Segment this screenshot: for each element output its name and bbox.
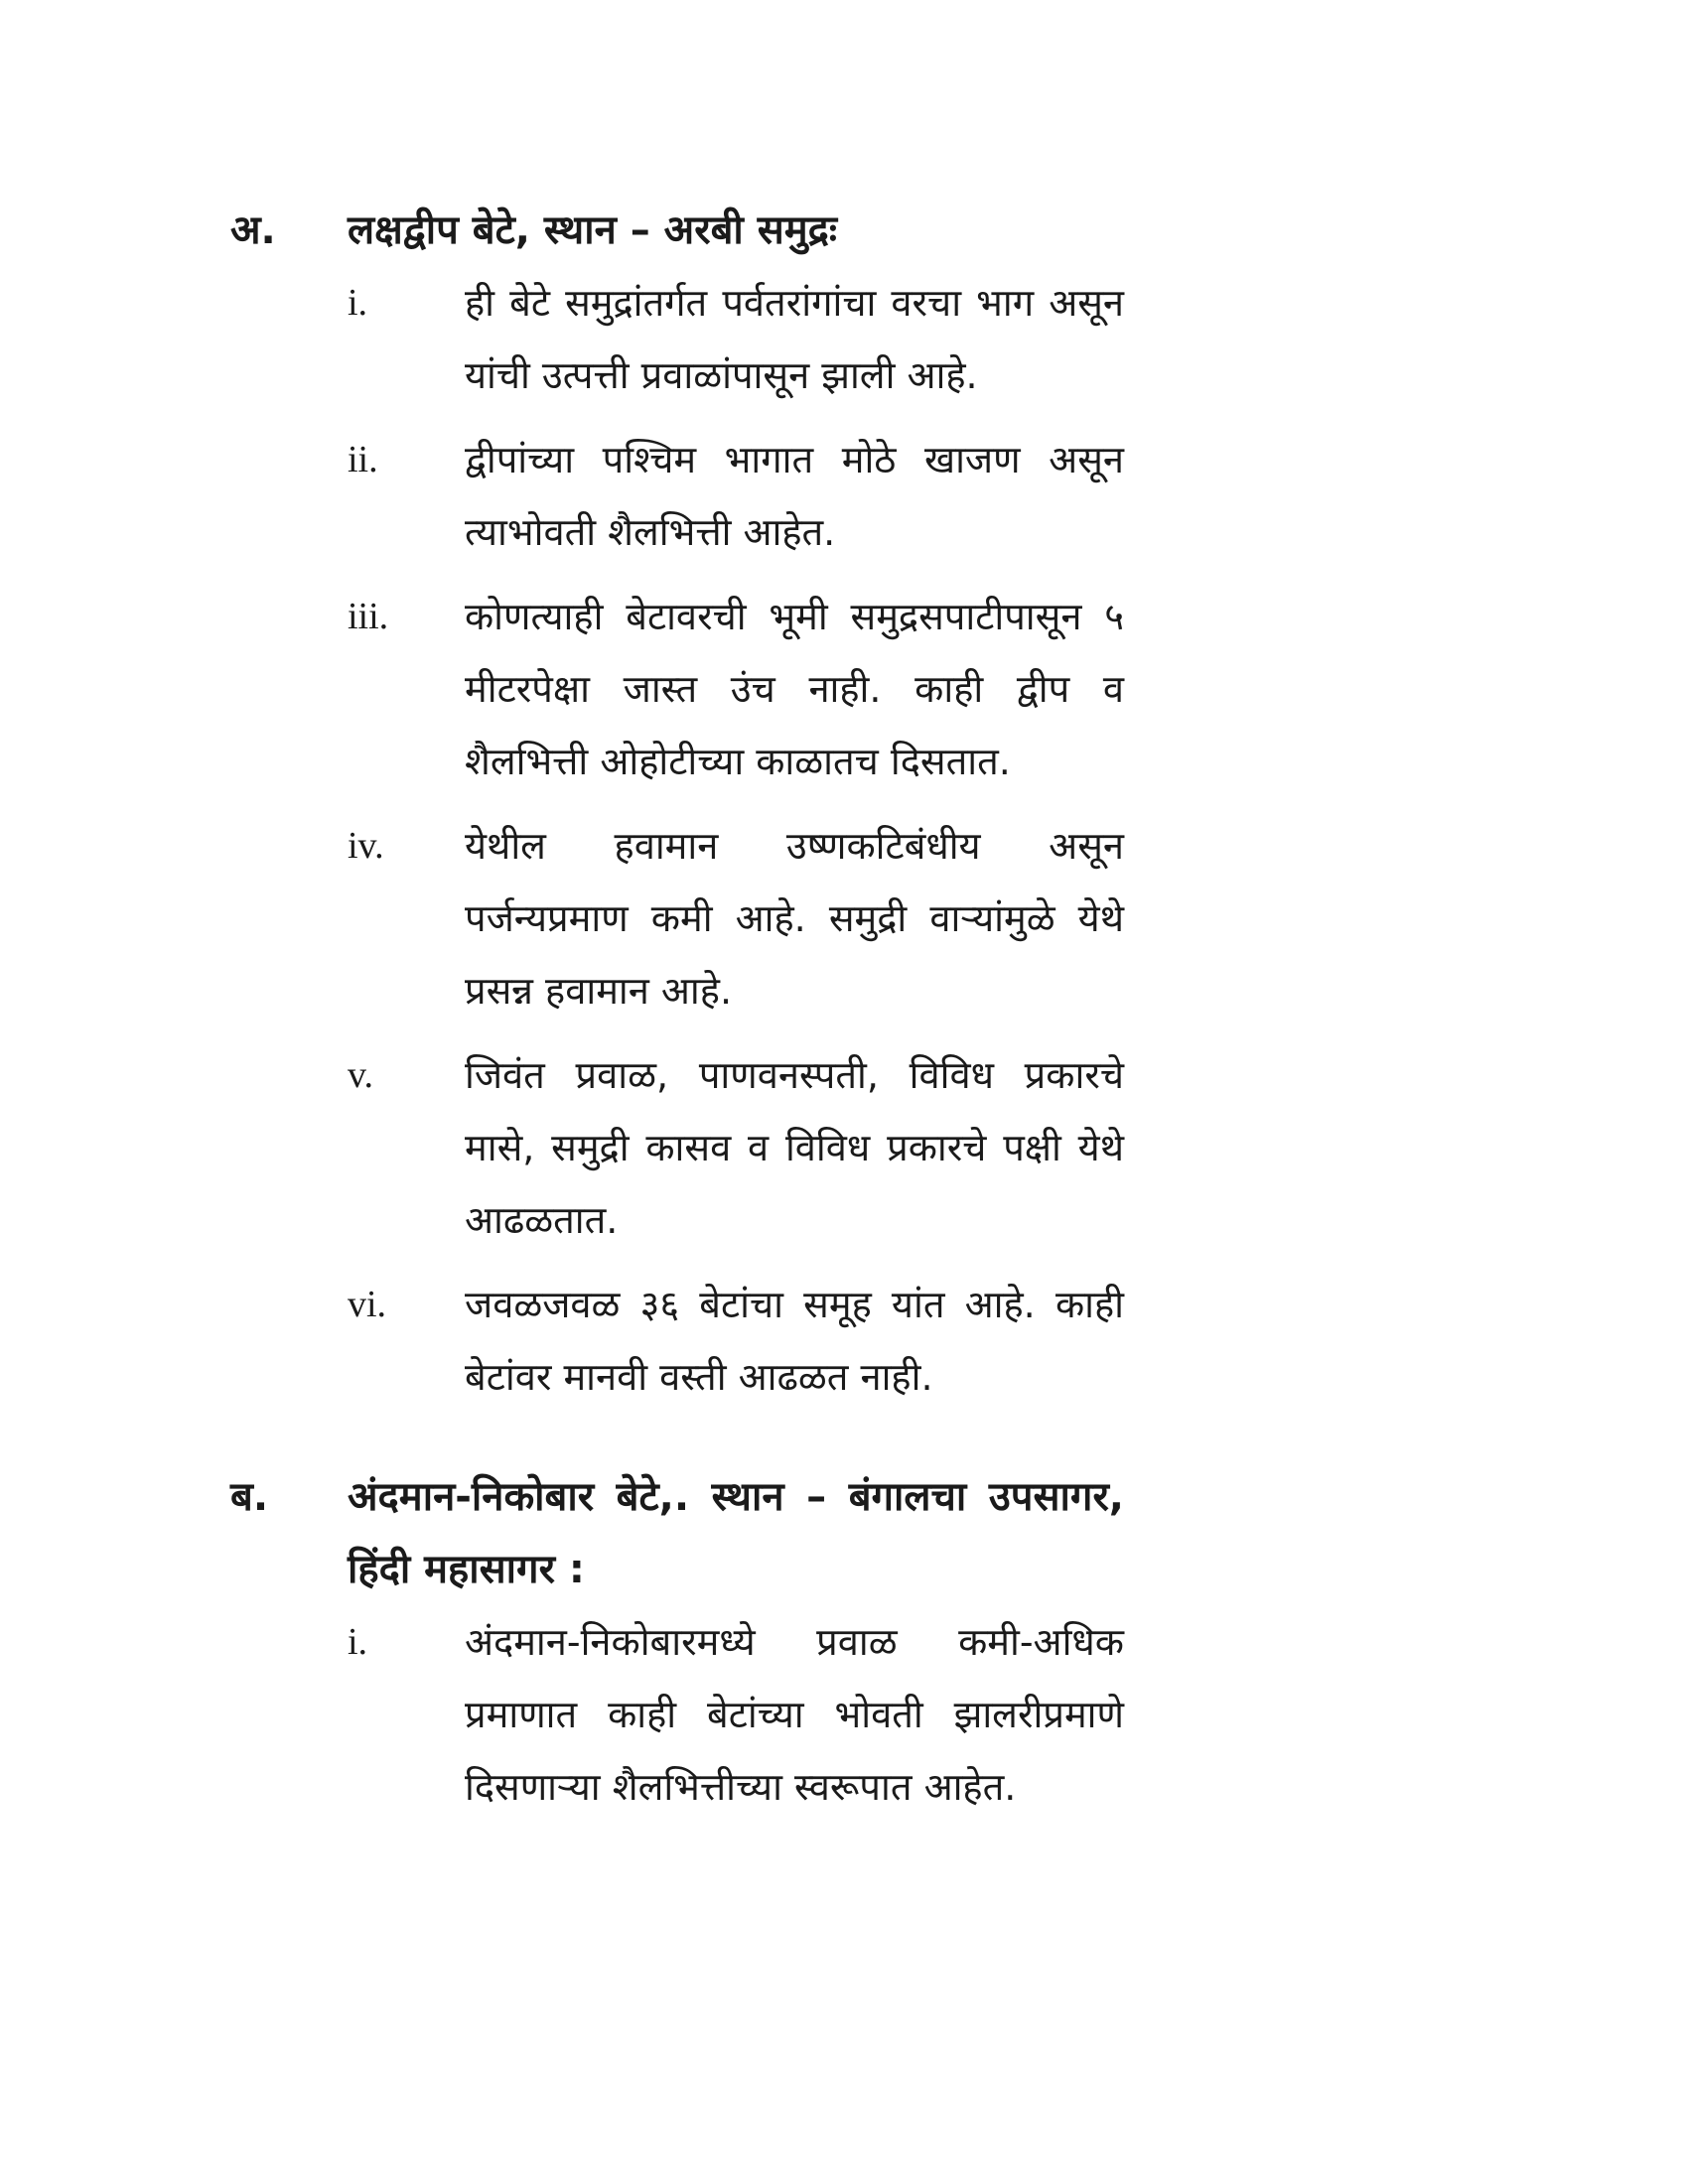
section-title: अंदमान-निकोबार बेटे,. स्थान – बंगालचा उपसागर, हिंदी महासागर : xyxy=(348,1474,1124,1592)
item-text: येथील हवामान उष्णकटिबंधीय असून पर्जन्यप्रमाण कमी आहे. समुद्री वाऱ्यांमुळे येथे प्रसन्न हवामान आहे. xyxy=(465,824,1124,1013)
section-b xyxy=(230,1461,1124,1824)
item-text: अंदमान-निकोबारमध्ये प्रवाळ कमी-अधिक प्रमाणात काही बेटांच्या भोवती झालरीप्रमाणे दिसणाऱ्या शैलभित्तीच्या स्वरूपात आहेत. xyxy=(465,1620,1124,1809)
item-number: v. xyxy=(348,1054,374,1096)
item-text: जवळजवळ ३६ बेटांचा समूह यांत आहे. काही बेटांवर मानवी वस्ती आढळत नाही. xyxy=(465,1283,1124,1399)
item-list xyxy=(348,1606,1124,1824)
section-letter: अ. xyxy=(230,207,276,253)
item-text: द्वीपांच्या पश्चिम भागात मोठे खाजण असून त्याभोवती शैलभित्ती आहेत. xyxy=(465,438,1124,554)
list-item xyxy=(348,1039,1124,1257)
list-item xyxy=(348,581,1124,798)
section-heading xyxy=(230,195,1124,267)
item-text: कोणत्याही बेटावरची भूमी समुद्रसपाटीपासून ५ मीटरपेक्षा जास्त उंच नाही. काही द्वीप व शैलभित्ती ओहोटीच्या काळातच दिसतात. xyxy=(465,595,1124,783)
item-number: iv. xyxy=(348,825,384,867)
item-number: i. xyxy=(348,282,368,324)
list-item xyxy=(348,424,1124,569)
item-number: iii. xyxy=(348,596,389,637)
list-item xyxy=(348,810,1124,1027)
item-text: ही बेटे समुद्रांतर्गत पर्वतरांगांचा वरचा भाग असून यांची उत्पत्ती प्रवाळांपासून झाली आहे. xyxy=(465,281,1124,397)
list-item xyxy=(348,267,1124,412)
section-heading xyxy=(230,1461,1124,1606)
item-list xyxy=(348,267,1124,1414)
item-number: i. xyxy=(348,1621,368,1663)
item-number: ii. xyxy=(348,439,378,480)
item-text: जिवंत प्रवाळ, पाणवनस्पती, विविध प्रकारचे मासे, समुद्री कासव व विविध प्रकारचे पक्षी येथे आढळतात. xyxy=(465,1053,1124,1242)
item-number: vi. xyxy=(348,1284,387,1325)
list-item xyxy=(348,1269,1124,1414)
list-item xyxy=(348,1606,1124,1824)
section-letter: ब. xyxy=(230,1474,269,1520)
section-a xyxy=(230,195,1124,1414)
section-title: लक्षद्वीप बेटे, स्थान – अरबी समुद्रः xyxy=(348,207,837,253)
